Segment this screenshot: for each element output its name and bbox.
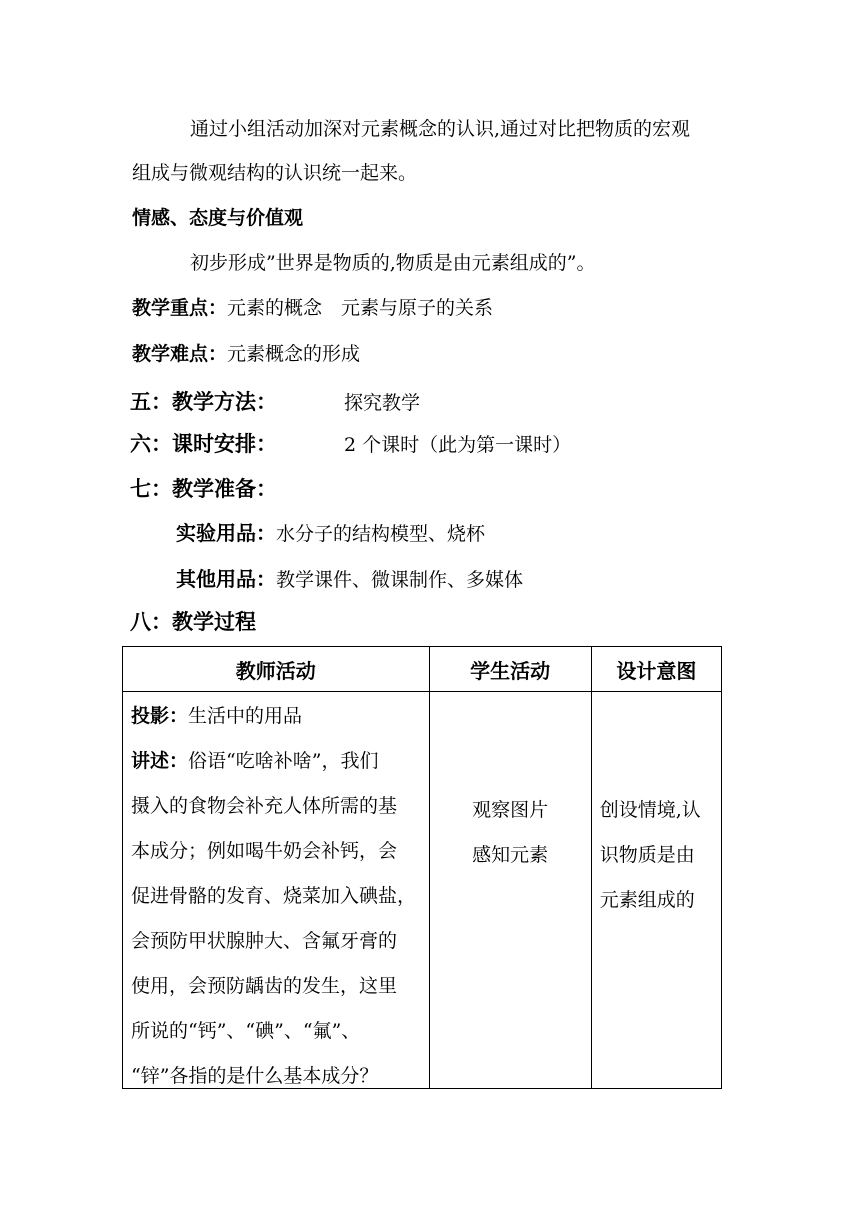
narration-line-1 — [131, 739, 423, 784]
key-point-label: 教学重点： — [132, 297, 228, 319]
intro-paragraph-line-1: 通过小组活动加深对元素概念的认识,通过对比把物质的宏观 — [190, 118, 691, 140]
narration-line-8: “锌”各指的是什么基本成分？ — [131, 1065, 379, 1087]
narration-line-2: 摄入的食物会补充人体所需的基 — [131, 795, 398, 817]
narration-line-3: 本成分；例如喝牛奶会补钙，会 — [131, 840, 398, 862]
teaching-process-table — [122, 646, 722, 1089]
design-intent-line-1: 创设情境,认 — [599, 799, 701, 821]
process-heading: 八：教学过程 — [130, 609, 256, 634]
narration-line-7: 所说的“钙”、“碘”、“氟”、 — [131, 1020, 361, 1042]
lab-supplies-label: 实验用品： — [176, 521, 276, 545]
student-activity-line-2: 感知元素 — [472, 844, 549, 866]
attitude-heading: 情感、态度与价值观 — [132, 207, 304, 229]
header-design-intent: 设计意图 — [591, 647, 721, 692]
design-intent-line-2: 识物质是由 — [599, 844, 695, 866]
difficulty-text: 元素概念的形成 — [227, 343, 361, 365]
other-supplies-value: 教学课件、微课制作、多媒体 — [276, 569, 524, 591]
method-value: 探究教学 — [344, 392, 421, 414]
projection-label: 投影： — [131, 705, 189, 727]
header-student-activity: 学生活动 — [429, 647, 591, 692]
other-supplies-label: 其他用品： — [176, 567, 276, 591]
teacher-activity-cell — [123, 692, 430, 1089]
design-intent-line-3: 元素组成的 — [599, 889, 695, 911]
projection-line — [131, 700, 423, 732]
key-point-text: 元素的概念 元素与原子的关系 — [227, 297, 494, 319]
table-row — [123, 692, 722, 1089]
header-teacher-activity: 教师活动 — [123, 647, 430, 692]
narration-line-5: 会预防甲状腺肿大、含氟牙膏的 — [131, 930, 398, 952]
attitude-text: 初步形成”世界是物质的,物质是由元素组成的”。 — [190, 252, 596, 274]
difficulty — [132, 341, 360, 367]
method-heading: 五：教学方法： — [130, 389, 277, 414]
intro-paragraph-line-2: 组成与微观结构的认识统一起来。 — [132, 162, 418, 184]
key-point — [132, 295, 493, 321]
lab-supplies-value: 水分子的结构模型、烧杯 — [276, 523, 486, 545]
narration-text-1: 俗语“吃啥补啥”，我们 — [188, 750, 379, 772]
schedule-value: 2 个课时（此为第一课时） — [344, 434, 572, 456]
prep-heading: 七：教学准备： — [130, 476, 277, 501]
other-supplies — [176, 566, 523, 593]
student-activity-cell — [429, 692, 591, 1089]
narration-label: 讲述： — [131, 750, 189, 772]
student-activity-line-1: 观察图片 — [472, 799, 549, 821]
table-header-row — [123, 647, 722, 692]
projection-text: 生活中的用品 — [188, 705, 303, 727]
schedule-heading: 六：课时安排： — [130, 431, 277, 456]
lab-supplies — [176, 520, 485, 547]
narration-line-6: 使用，会预防龋齿的发生，这里 — [131, 975, 398, 997]
narration-line-4: 促进骨骼的发育、烧菜加入碘盐， — [131, 885, 417, 907]
design-intent-cell — [591, 692, 721, 1089]
difficulty-label: 教学难点： — [132, 343, 228, 365]
